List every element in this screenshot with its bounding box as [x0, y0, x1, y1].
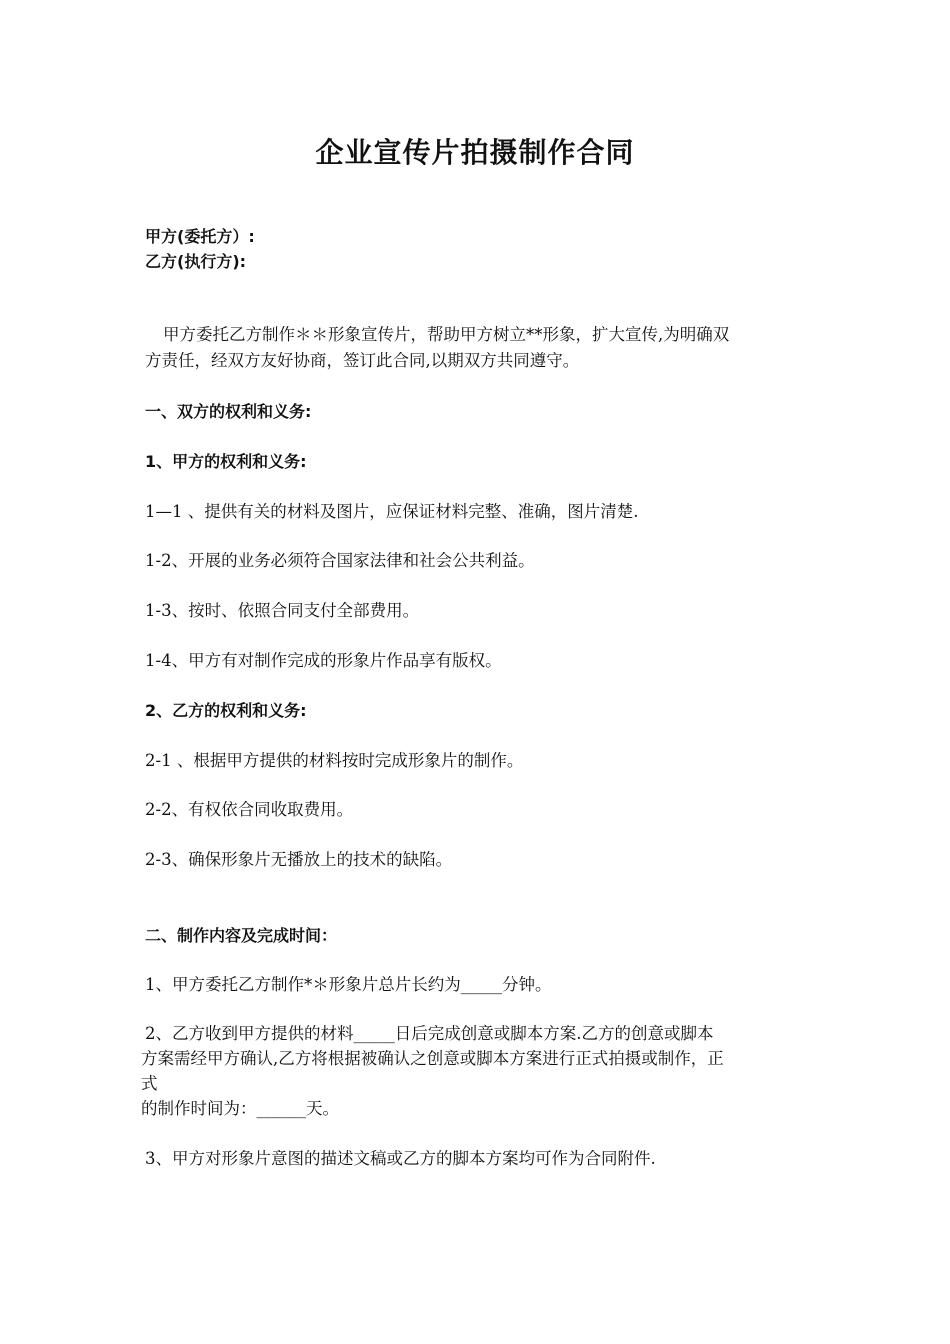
clause-1-2: 1-2、开展的业务必须符合国家法律和社会公共利益。: [145, 551, 535, 570]
section-2-item-1: 1、甲方委托乙方制作*＊形象片总片长约为_____分钟。: [145, 975, 552, 994]
section-2-heading: 二、制作内容及完成时间：: [145, 926, 338, 945]
section-2-item-2-line-3: 式: [141, 1074, 158, 1093]
section-2-item-3: 3、甲方对形象片意图的描述文稿或乙方的脚本方案均可作为合同附件.: [145, 1149, 656, 1168]
party-a-label: 甲方(委托方）:: [145, 227, 255, 246]
clause-1-4: 1-4、甲方有对制作完成的形象片作品享有版权。: [145, 651, 502, 670]
clause-2-3: 2-3、确保形象片无播放上的技术的缺陷。: [145, 850, 453, 869]
section-1-sub-2-heading: 2、乙方的权利和义务:: [145, 701, 307, 720]
section-2-item-2-line-1: 2、乙方收到甲方提供的材料_____日后完成创意或脚本方案.乙方的创意或脚本: [145, 1024, 714, 1043]
clause-2-2: 2-2、有权依合同收取费用。: [145, 800, 354, 819]
intro-paragraph-line-2: 方责任，经双方友好协商，签订此合同,以期双方共同遵守。: [145, 351, 580, 370]
document-title: 企业宣传片拍摄制作合同: [315, 136, 635, 169]
section-1-heading: 一、双方的权利和义务:: [145, 402, 312, 421]
section-2-item-2-line-4: 的制作时间为：______天。: [141, 1099, 339, 1118]
section-1-sub-1-heading: 1、甲方的权利和义务:: [145, 452, 307, 471]
clause-1-1: 1—1 、提供有关的材料及图片，应保证材料完整、准确，图片清楚.: [145, 502, 639, 521]
clause-1-3: 1-3、按时、依照合同支付全部费用。: [145, 601, 420, 620]
clause-2-1: 2-1 、根据甲方提供的材料按时完成形象片的制作。: [145, 751, 524, 770]
section-2-item-2-line-2: 方案需经甲方确认,乙方将根据被确认之创意或脚本方案进行正式拍摄或制作，正: [141, 1049, 724, 1068]
party-b-label: 乙方(执行方):: [145, 252, 247, 271]
intro-paragraph-line-1: 甲方委托乙方制作＊＊形象宣传片，帮助甲方树立**形象，扩大宣传,为明确双: [163, 325, 730, 344]
